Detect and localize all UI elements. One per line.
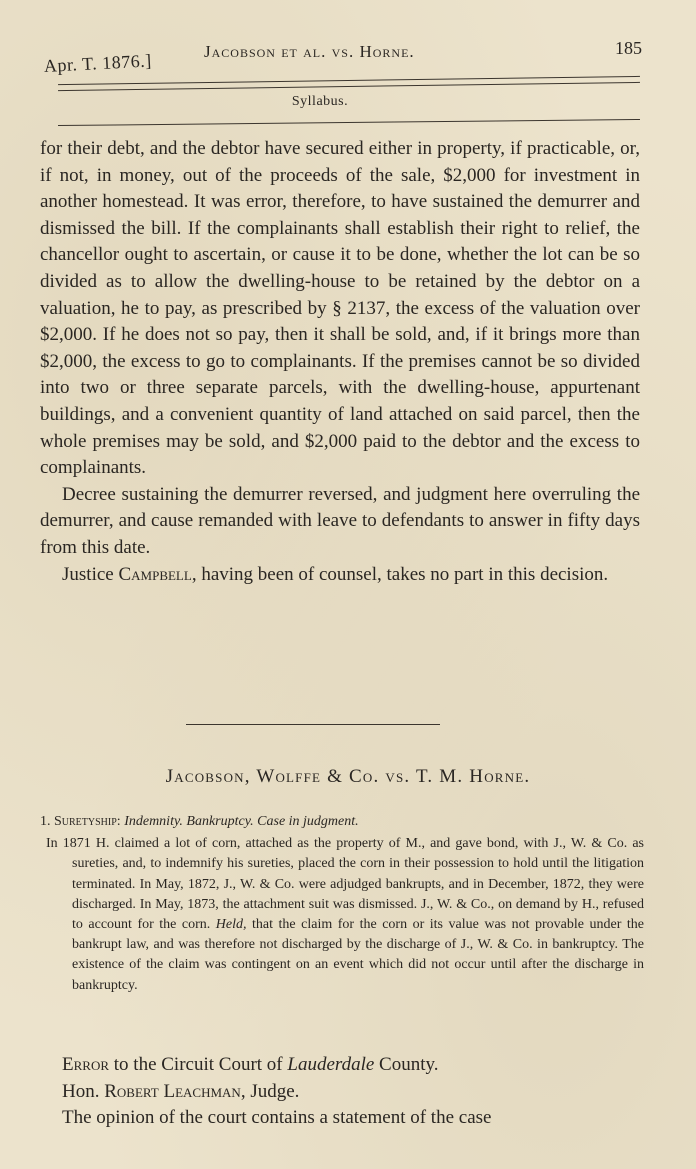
term-date: Apr. T. 1876.]	[43, 50, 153, 76]
running-head	[44, 36, 644, 76]
headnote-topic: Suretyship:	[54, 814, 121, 829]
judge-name: Robert Leachman	[104, 1080, 241, 1102]
headnote-subtopics: Indemnity. Bankruptcy. Case in judgment.	[124, 814, 359, 829]
syllabus-paragraph: Decree sustaining the demurrer reversed, and judgment here overruling the demurrer, and cause remanded with leave to defendants to answer in fifty days from this date.	[40, 483, 640, 558]
headnote	[40, 812, 645, 996]
syllabus-rule	[58, 119, 640, 126]
section-divider	[186, 724, 440, 725]
page-number: 185	[615, 38, 642, 58]
justice-name: Campbell	[118, 563, 192, 585]
case-title: Jacobson, Wolffe & Co. vs. T. M. Horne.	[165, 766, 531, 787]
case-opening	[40, 1052, 644, 1132]
section-label: Syllabus.	[291, 94, 349, 109]
campbell-note: Justice Campbell, having been of counsel, takes no part in this decision.	[62, 563, 609, 585]
running-head-title: Jacobson et al. vs. Horne.	[204, 42, 415, 61]
opinion-line: The opinion of the court contains a statement of the case	[62, 1107, 492, 1128]
headnote-heading	[40, 812, 644, 832]
county-name: Lauderdale	[287, 1054, 375, 1075]
syllabus-body	[40, 136, 640, 588]
headnote-number: 1.	[40, 814, 51, 829]
held-word: Held,	[215, 917, 247, 933]
headnote-text: In 1871 H. claimed a lot of corn, attached as the property of M., and gave bond, with J., W. & Co. as sureties, and, to indemnify his sureties, placed the corn in their possession to hold until the litigation terminated. In May, 1872, J., W. & Co. were adjudged bankrupts, and in December, 1872, they were discharged. In May, 1873, the attachment suit was dismissed. J., W. & Co., on demand by H., refused to account for the corn. Held, that the claim for the corn or its value was not provable under the bankrupt law, and was therefore not discharged by the discharge of J., W. & Co. in bankruptcy. The existence of the claim was contingent on an event which did not occur until after the discharge in bankruptcy.	[46, 836, 645, 993]
judge-line: Hon. Robert Leachman, Judge.	[62, 1080, 300, 1102]
syllabus-paragraph: for their debt, and the debtor have secured either in property, if practicable, or, if not, in money, out of the proceeds of the sale, $2,000 for investment in another homestead. It was error, therefore, to have sustained the demurrer and dismissed the bill. If the complainants shall establish their right to relief, the chancellor ought to ascertain, or cause it to be done, whether the lot can be so divided as to allow the dwelling-house to be retained by the debtor on a valuation, he to pay, as prescribed by § 2137, the excess of the valuation over $2,000. If he does not so pay, then it shall be sold, and, if it brings more than $2,000, the excess to go to complainants. If the premises cannot be so divided into two or three separate parcels, with the dwelling-house, appurtenant buildings, and a convenient quantity of land attached on said parcel, then the whole premises may be sold, and $2,000 paid to the debtor and the excess to complainants.	[40, 138, 640, 479]
error-line: Error to the Circuit Court of Lauderdale County.	[62, 1054, 439, 1075]
